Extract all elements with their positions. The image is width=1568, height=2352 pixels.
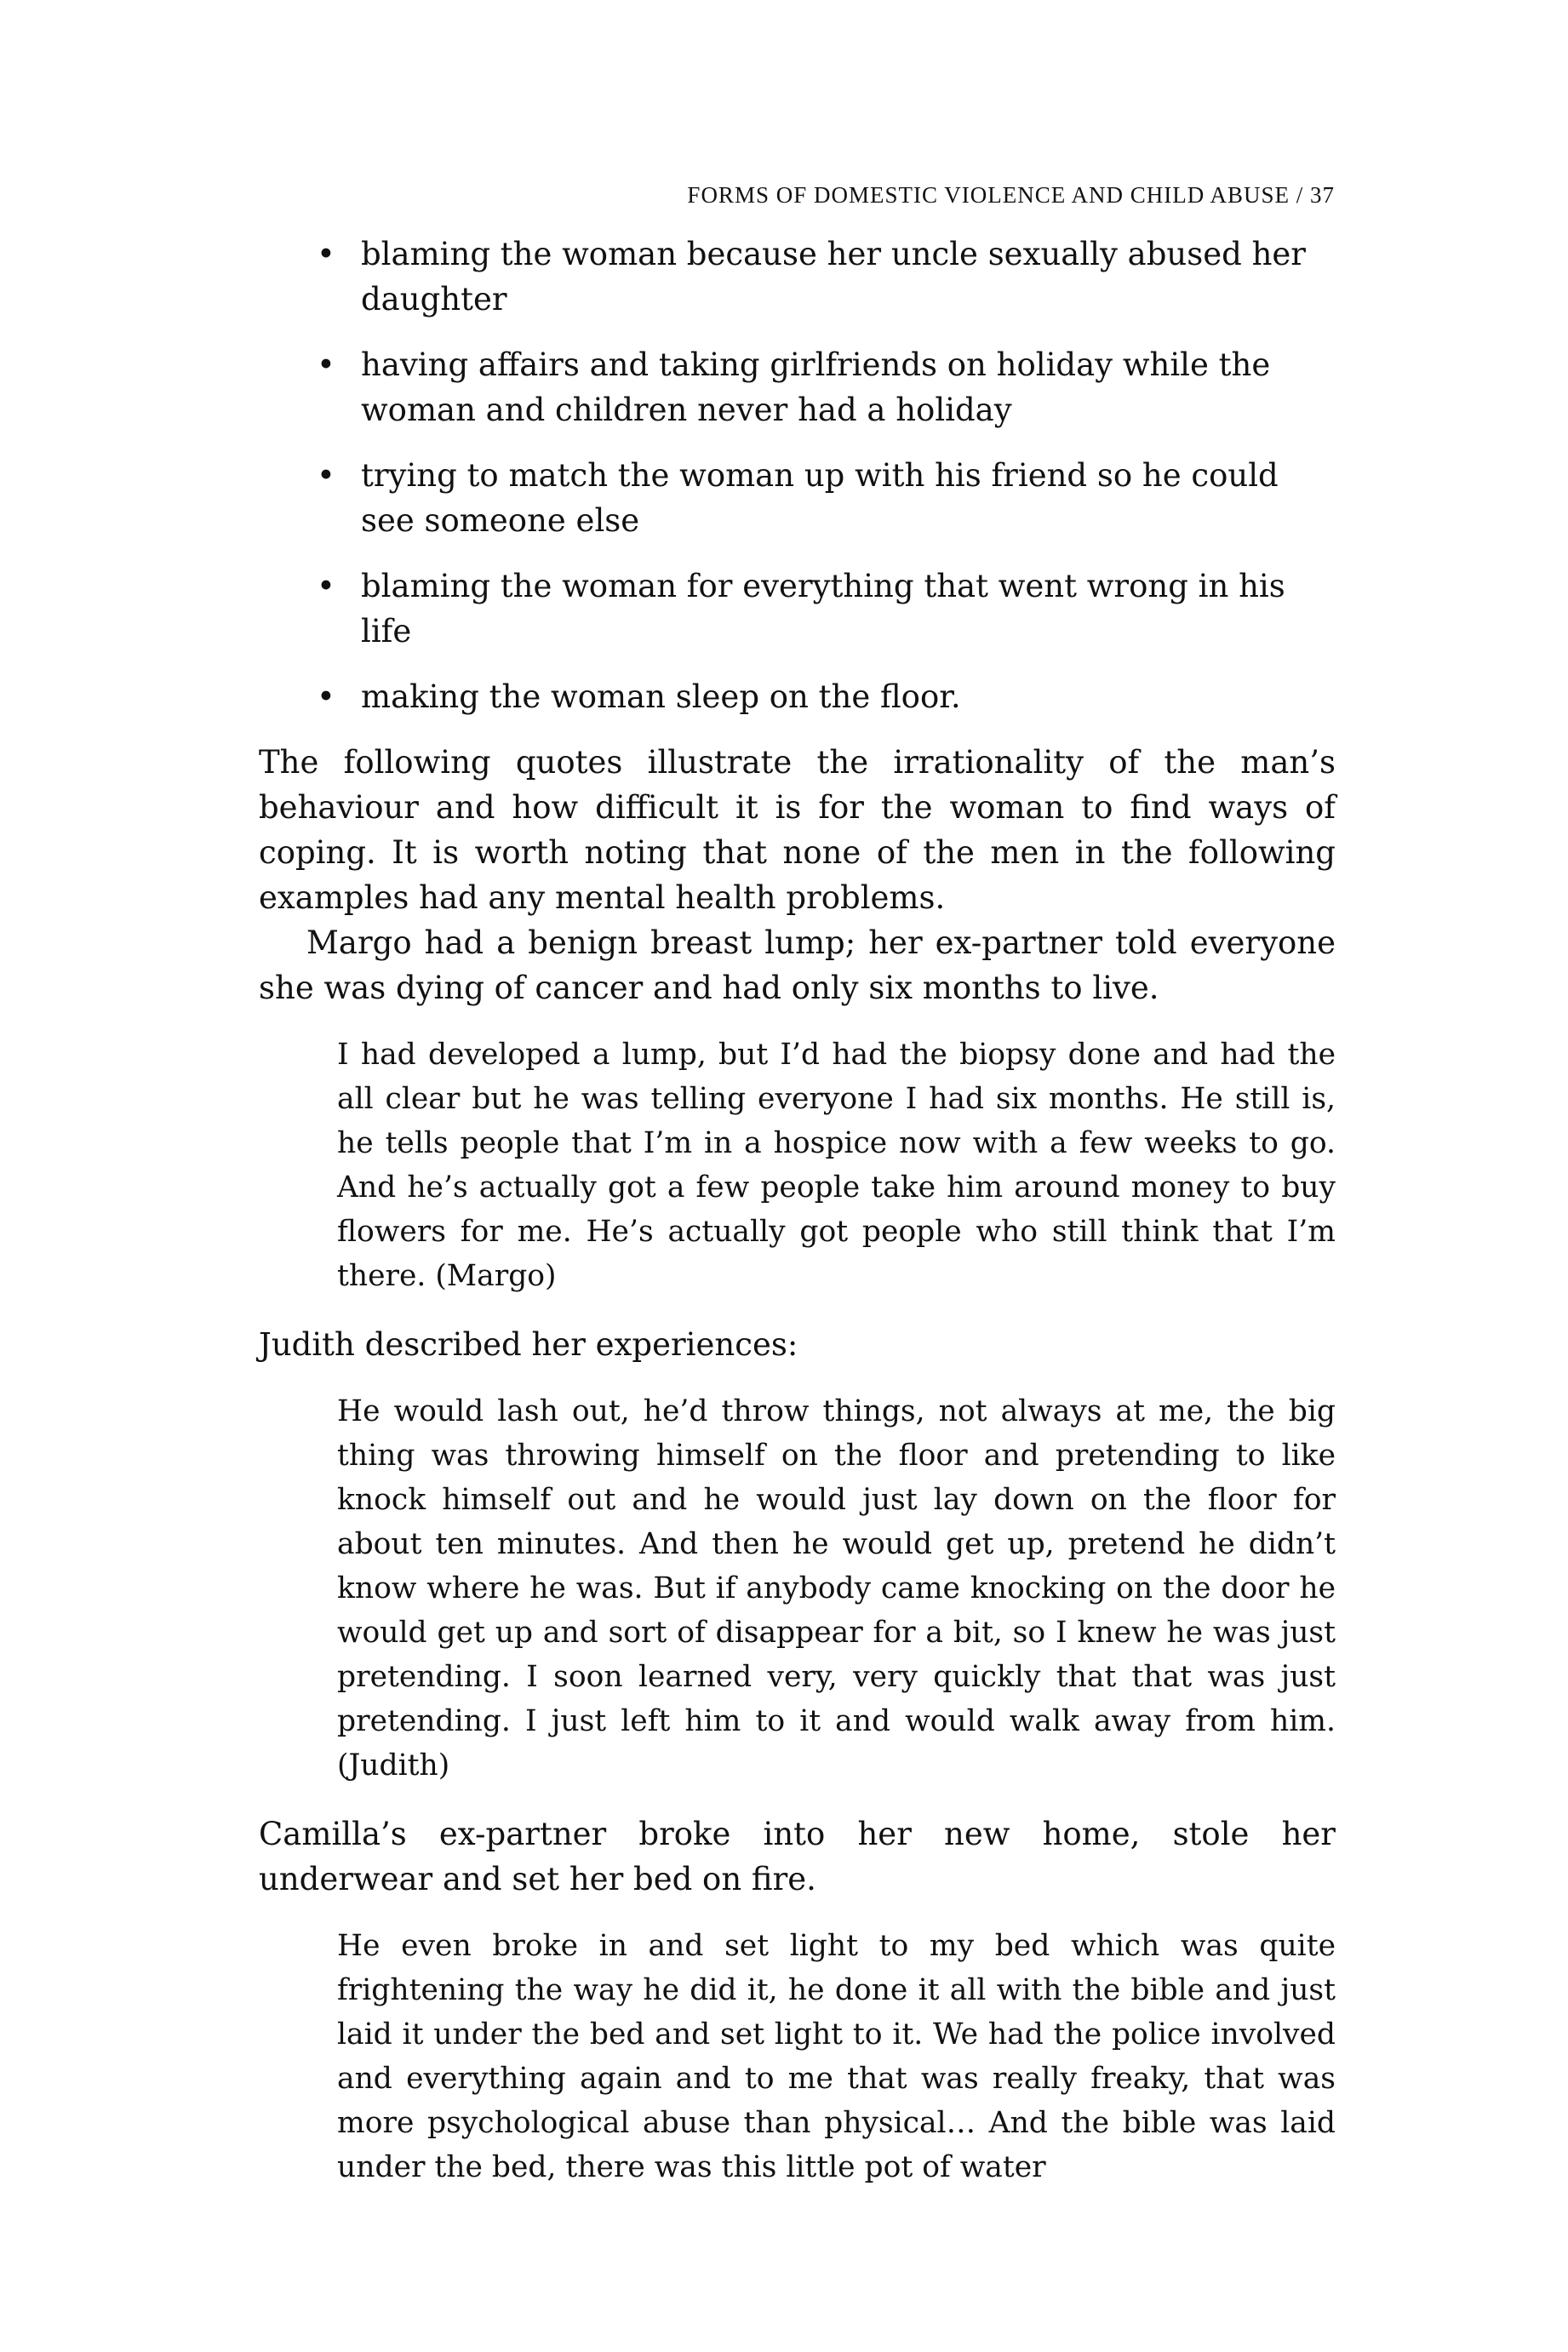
bullet-icon: • — [317, 568, 335, 604]
paragraph-judith: Judith described her experiences: — [259, 1326, 798, 1363]
list-item: • blaming the woman because her uncle sexually abused her daughter — [361, 232, 1336, 322]
list-item: • blaming the woman for everything that went wrong in his life — [361, 564, 1336, 654]
list-item: • trying to match the woman up with his friend so he could see someone else — [361, 453, 1336, 543]
bullet-icon: • — [317, 457, 335, 494]
quote-judith: He would lash out, he’d throw things, not always at me, the big thing was throwing himself on the floor and pretending to like knock himself out and he would just lay down on the floor for about ten minutes. And then he would get up, pretend he didn’t know where he was. But if anybody came knocking on the door he would get up and sort of disappear for a bit, so I knew he was just pretending. I soon learned very, very quickly that that was just pretending. I just left him to it and would walk away from him. (Judith) — [337, 1394, 1336, 1783]
running-head: FORMS OF DOMESTIC VIOLENCE AND CHILD ABUSE / 37 — [687, 182, 1335, 208]
bullet-icon: • — [317, 346, 335, 383]
quote-margo: I had developed a lump, but I’d had the biopsy done and had the all clear but he was telling everyone I had six months. He still is, he tells people that I’m in a hospice now with a few weeks to go. And he’s actually got a few people take him around money to buy flowers for me. He’s actually got people who still think that I’m there. (Margo) — [337, 1038, 1336, 1293]
paragraph-camilla: Camilla’s ex-partner broke into her new home, stole her underwear and set her bed on fire. — [259, 1816, 1336, 1897]
list-item: • making the woman sleep on the floor. — [361, 674, 1336, 719]
body-text — [259, 232, 1336, 2213]
paragraph-intro: The following quotes illustrate the irrationality of the man’s behaviour and how difficult it is for the woman to find ways of coping. It is worth noting that none of the men in the following examples had any mental health problems. — [259, 744, 1336, 916]
paragraph-margo: Margo had a benign breast lump; her ex-partner told everyone she was dying of cancer and had only six months to live. — [259, 924, 1336, 1006]
bullet-list — [259, 232, 1336, 719]
bullet-icon: • — [317, 236, 335, 272]
list-item: • having affairs and taking girlfriends on holiday while the woman and children never had a holiday — [361, 342, 1336, 432]
quote-camilla: He even broke in and set light to my bed which was quite frightening the way he did it, he done it all with the bible and just laid it under the bed and set light to it. We had the police involved and everything again and to me that was really freaky, that was more psychological abuse than physical… And the bible was laid under the bed, there was this little pot of water — [337, 1929, 1336, 2184]
bullet-icon: • — [317, 678, 335, 715]
